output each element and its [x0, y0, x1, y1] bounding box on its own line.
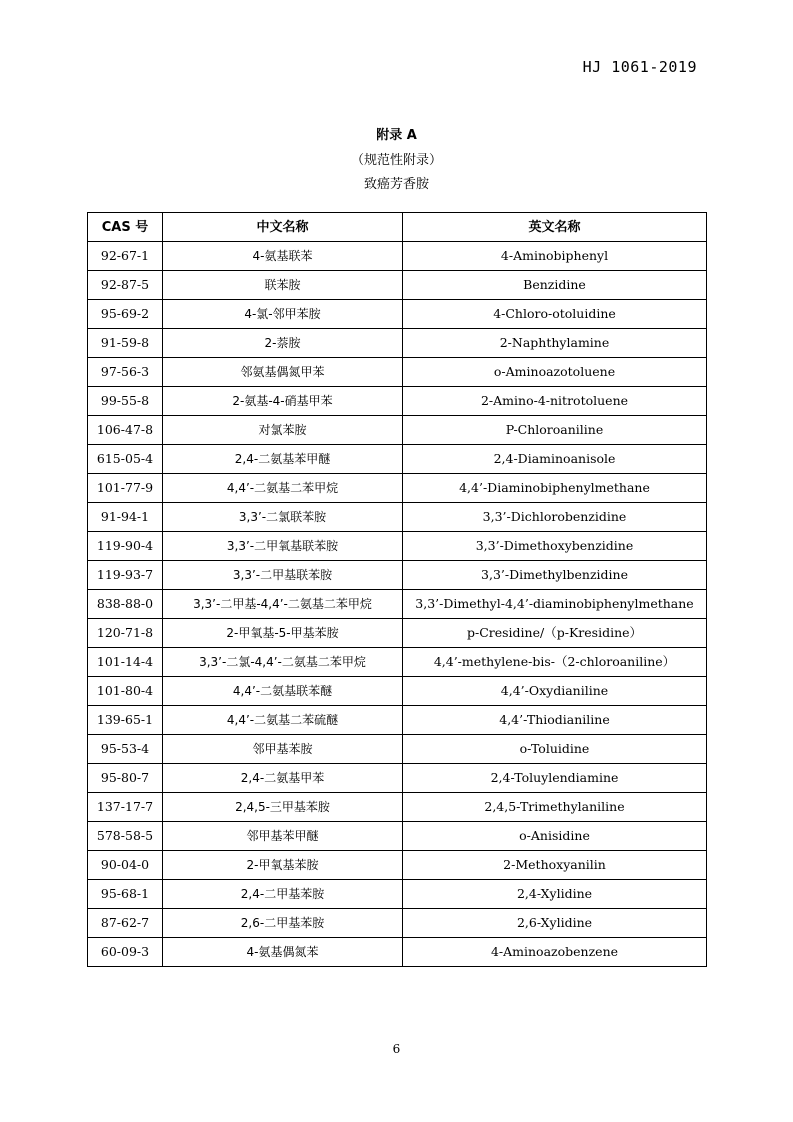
table-row — [88, 822, 707, 851]
header-english-name: 英文名称 — [403, 213, 707, 242]
cas-number-cell: 578-58-5 — [88, 822, 163, 851]
page-number: 6 — [392, 1042, 401, 1056]
appendix-label: 附录 A — [376, 128, 417, 143]
cas-number-cell: 95-69-2 — [88, 300, 163, 329]
table-row — [88, 648, 707, 677]
table-row — [88, 735, 707, 764]
cas-number-cell: 92-87-5 — [88, 271, 163, 300]
table-row — [88, 880, 707, 909]
english-name-cell: 3,3’-Dichlorobenzidine — [403, 503, 707, 532]
english-name-cell: 4-Aminobiphenyl — [403, 242, 707, 271]
table-row — [88, 938, 707, 967]
english-name-cell: 4,4’-methylene-bis-（2-chloroaniline） — [403, 648, 707, 677]
english-name-cell: 2,4-Toluylendiamine — [403, 764, 707, 793]
table-row — [88, 764, 707, 793]
table-row — [88, 445, 707, 474]
appendix-subtitle: （规范性附录） — [350, 153, 442, 168]
chinese-name-cell: 2,4-二氨基甲苯 — [163, 764, 403, 793]
table-header-row — [88, 213, 707, 242]
english-name-cell: 4,4’-Oxydianiline — [403, 677, 707, 706]
cas-number-cell: 87-62-7 — [88, 909, 163, 938]
english-name-cell: o-Aminoazotoluene — [403, 358, 707, 387]
header-cas: CAS 号 — [88, 213, 163, 242]
chinese-name-cell: 4,4’-二氨基联苯醚 — [163, 677, 403, 706]
chinese-name-cell: 2-甲氧基-5-甲基苯胺 — [163, 619, 403, 648]
cas-number-cell: 101-80-4 — [88, 677, 163, 706]
table-row — [88, 416, 707, 445]
cas-number-cell: 91-59-8 — [88, 329, 163, 358]
chinese-name-cell: 3,3’-二氯联苯胺 — [163, 503, 403, 532]
chinese-name-cell: 4,4’-二氨基二苯甲烷 — [163, 474, 403, 503]
table-row — [88, 503, 707, 532]
table-row — [88, 358, 707, 387]
table-row — [88, 474, 707, 503]
cas-number-cell: 120-71-8 — [88, 619, 163, 648]
chinese-name-cell: 联苯胺 — [163, 271, 403, 300]
table-row — [88, 706, 707, 735]
cas-number-cell: 95-68-1 — [88, 880, 163, 909]
english-name-cell: 3,3’-Dimethoxybenzidine — [403, 532, 707, 561]
chinese-name-cell: 2-甲氧基苯胺 — [163, 851, 403, 880]
english-name-cell: 2-Naphthylamine — [403, 329, 707, 358]
chinese-name-cell: 4-氨基偶氮苯 — [163, 938, 403, 967]
cas-number-cell: 97-56-3 — [88, 358, 163, 387]
english-name-cell: 2-Amino-4-nitrotoluene — [403, 387, 707, 416]
table-row — [88, 561, 707, 590]
chinese-name-cell: 2,4,5-三甲基苯胺 — [163, 793, 403, 822]
english-name-cell: 3,3’-Dimethyl-4,4’-diaminobiphenylmethane — [403, 590, 707, 619]
table-row — [88, 271, 707, 300]
chinese-name-cell: 邻甲基苯甲醚 — [163, 822, 403, 851]
cas-number-cell: 137-17-7 — [88, 793, 163, 822]
aromatic-amines-table — [87, 212, 707, 967]
english-name-cell: 2,4,5-Trimethylaniline — [403, 793, 707, 822]
chinese-name-cell: 2,4-二甲基苯胺 — [163, 880, 403, 909]
english-name-cell: Benzidine — [403, 271, 707, 300]
table-row — [88, 242, 707, 271]
english-name-cell: 4-Chloro-otoluidine — [403, 300, 707, 329]
english-name-cell: 2-Methoxyanilin — [403, 851, 707, 880]
cas-number-cell: 101-14-4 — [88, 648, 163, 677]
table-row — [88, 851, 707, 880]
english-name-cell: 2,4-Diaminoanisole — [403, 445, 707, 474]
cas-number-cell: 101-77-9 — [88, 474, 163, 503]
english-name-cell: 4,4’-Thiodianiline — [403, 706, 707, 735]
table-row — [88, 300, 707, 329]
chinese-name-cell: 3,3’-二甲氧基联苯胺 — [163, 532, 403, 561]
chinese-name-cell: 邻氨基偶氮甲苯 — [163, 358, 403, 387]
chinese-name-cell: 2,6-二甲基苯胺 — [163, 909, 403, 938]
cas-number-cell: 95-80-7 — [88, 764, 163, 793]
cas-number-cell: 95-53-4 — [88, 735, 163, 764]
chinese-name-cell: 邻甲基苯胺 — [163, 735, 403, 764]
cas-number-cell: 92-67-1 — [88, 242, 163, 271]
table-row — [88, 793, 707, 822]
chinese-name-cell: 4-氨基联苯 — [163, 242, 403, 271]
table-row — [88, 619, 707, 648]
table-body — [88, 242, 707, 967]
table-row — [88, 677, 707, 706]
chinese-name-cell: 2,4-二氨基苯甲醚 — [163, 445, 403, 474]
english-name-cell: 2,6-Xylidine — [403, 909, 707, 938]
table-row — [88, 532, 707, 561]
chinese-name-cell: 3,3’-二氯-4,4’-二氨基二苯甲烷 — [163, 648, 403, 677]
chinese-name-cell: 3,3’-二甲基-4,4’-二氨基二苯甲烷 — [163, 590, 403, 619]
document-code: HJ 1061-2019 — [582, 58, 697, 76]
chinese-name-cell: 对氯苯胺 — [163, 416, 403, 445]
cas-number-cell: 106-47-8 — [88, 416, 163, 445]
cas-number-cell: 99-55-8 — [88, 387, 163, 416]
table-row — [88, 329, 707, 358]
header-chinese-name: 中文名称 — [163, 213, 403, 242]
cas-number-cell: 91-94-1 — [88, 503, 163, 532]
english-name-cell: 2,4-Xylidine — [403, 880, 707, 909]
cas-number-cell: 60-09-3 — [88, 938, 163, 967]
chinese-name-cell: 3,3’-二甲基联苯胺 — [163, 561, 403, 590]
english-name-cell: p-Cresidine/（p-Kresidine） — [403, 619, 707, 648]
table-row — [88, 387, 707, 416]
cas-number-cell: 119-93-7 — [88, 561, 163, 590]
table-row — [88, 590, 707, 619]
appendix-title: 致癌芳香胺 — [363, 177, 429, 192]
english-name-cell: o-Toluidine — [403, 735, 707, 764]
chinese-name-cell: 2-氨基-4-硝基甲苯 — [163, 387, 403, 416]
cas-number-cell: 90-04-0 — [88, 851, 163, 880]
english-name-cell: 4,4’-Diaminobiphenylmethane — [403, 474, 707, 503]
english-name-cell: 4-Aminoazobenzene — [403, 938, 707, 967]
cas-number-cell: 838-88-0 — [88, 590, 163, 619]
chinese-name-cell: 4-氯-邻甲苯胺 — [163, 300, 403, 329]
cas-number-cell: 139-65-1 — [88, 706, 163, 735]
english-name-cell: P-Chloroaniline — [403, 416, 707, 445]
chinese-name-cell: 4,4’-二氨基二苯硫醚 — [163, 706, 403, 735]
cas-number-cell: 119-90-4 — [88, 532, 163, 561]
cas-number-cell: 615-05-4 — [88, 445, 163, 474]
english-name-cell: 3,3’-Dimethylbenzidine — [403, 561, 707, 590]
english-name-cell: o-Anisidine — [403, 822, 707, 851]
chinese-name-cell: 2-萘胺 — [163, 329, 403, 358]
table-row — [88, 909, 707, 938]
